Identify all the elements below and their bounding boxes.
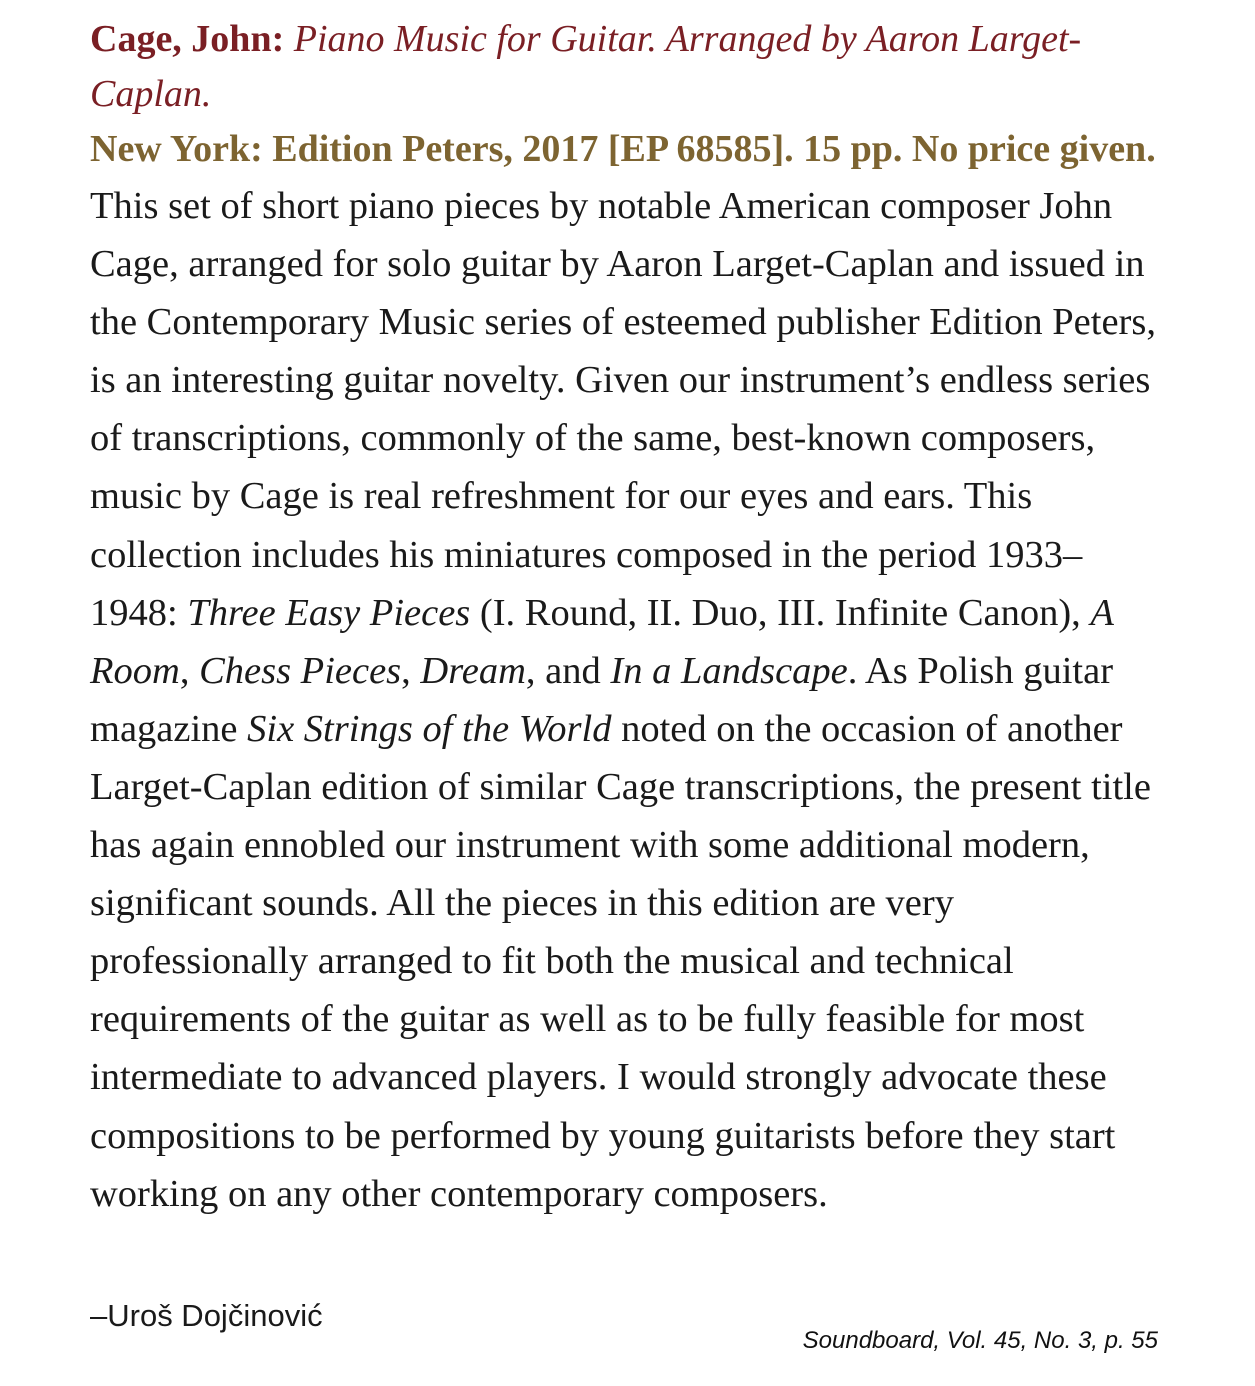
- publication-info: New York: Edition Peters, 2017 [EP 68585]. 15 pp. No price given.: [90, 128, 1156, 170]
- review-entry: [90, 12, 1170, 1223]
- reviewer-name: –Uroš Dojčinović: [90, 1298, 323, 1333]
- body-text-segment: . As Polish guitar magazine: [90, 649, 1114, 750]
- piece-title: A Room: [90, 591, 1114, 692]
- body-text-segment: (I. Round, II. Duo, III. Infinite Canon),: [470, 591, 1091, 634]
- body-text-segment: , and: [525, 649, 611, 692]
- work-title: Piano Music for Guitar. Arranged by Aaron Larget-Caplan.: [90, 18, 1082, 115]
- review-body: [90, 177, 1165, 1223]
- piece-title: Dream: [420, 649, 526, 692]
- piece-title: In a Landscape: [610, 649, 848, 692]
- piece-title: Chess Pieces: [199, 649, 402, 692]
- composer-name: Cage, John:: [90, 18, 285, 60]
- body-text-segment: ,: [179, 649, 200, 692]
- magazine-title: Six Strings of the World: [247, 707, 612, 750]
- body-text-segment: noted on the occasion of another Larget-Caplan edition of similar Cage transcriptions, the present title has again ennobled our instrument with some additional modern, significant sounds. All the pieces in this edition are very professionally arranged to fit both the musical and technical requirements of the guitar as well as to be fully feasible for most intermediate to advanced players. I would strongly advocate these compositions to be performed by young guitarists before they start working on any other contemporary composers.: [90, 707, 1151, 1215]
- source-citation: Soundboard, Vol. 45, No. 3, p. 55: [802, 1327, 1158, 1354]
- body-text-segment: This set of short piano pieces by notable American composer John Cage, arranged for solo guitar by Aaron Larget-Caplan and issued in the Contemporary Music series of esteemed publisher Edition Peters, is an interesting guitar novelty. Given our instrument’s endless series of transcriptions, commonly of the same, best-known composers, music by Cage is real refreshment for our eyes and ears. This collection includes his miniatures composed in the period 1933–1948:: [90, 185, 1156, 634]
- body-text-segment: ,: [401, 649, 421, 692]
- review-heading: [90, 12, 1170, 122]
- piece-title: Three Easy Pieces: [187, 591, 471, 634]
